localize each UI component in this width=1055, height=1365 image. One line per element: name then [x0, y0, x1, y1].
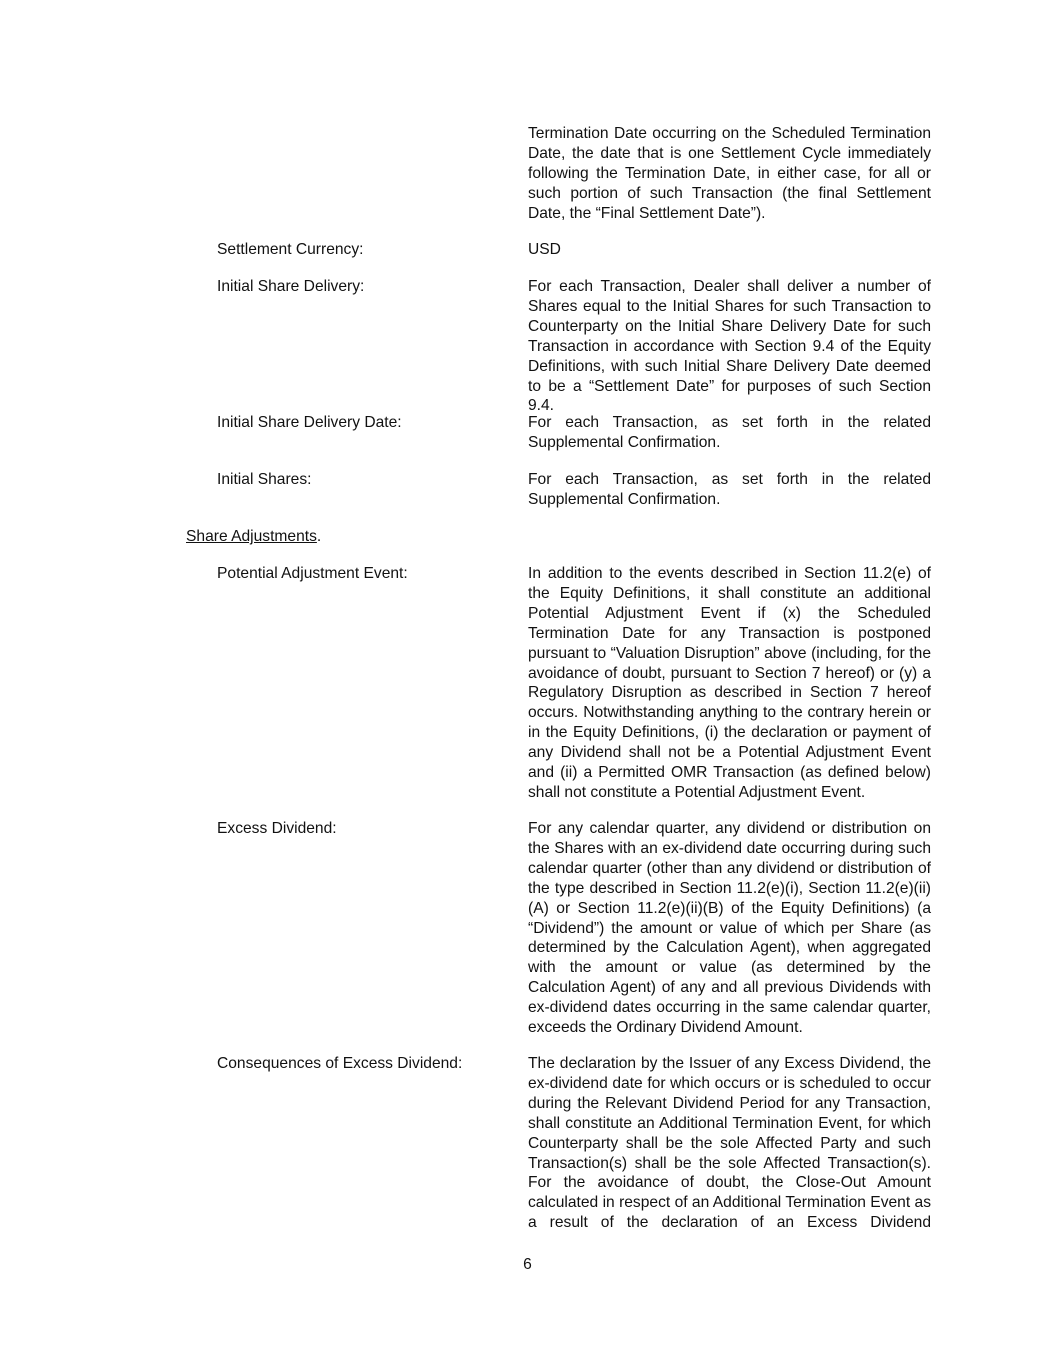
- term-label: Potential Adjustment Event:: [217, 565, 408, 582]
- term-label: Excess Dividend:: [217, 820, 337, 837]
- term-definition: In addition to the events described in Section 11.2(e) of the Equity Definitions, it shall constitute an additional Potential Adjustment Event if (x) the Scheduled Termination Date for any Transaction is postponed pursuant to “Valuation Disruption” above (including, for the avoidance of doubt, pursuant to Section 7 hereof) or (y) a Regulatory Disruption as described in Section 7 hereof occurs. Notwithstanding anything to the contrary herein or in the Equity Definitions, (i) the declaration or payment of any Dividend shall not be a Potential Adjustment Event and (ii) a Permitted OMR Transaction (as defined below) shall not constitute a Potential Adjustment Event.: [528, 565, 931, 801]
- term-label: Settlement Currency:: [217, 241, 364, 258]
- page-number: 6: [523, 1256, 532, 1273]
- term-label: Initial Share Delivery:: [217, 278, 365, 295]
- continued-definition-text: Termination Date occurring on the Scheduled Termination Date, the date that is one Settlement Cycle immediately following the Termination Date, in either case, for all or such portion of such Transaction (the final Settlement Date, the “Final Settlement Date”).: [528, 125, 931, 222]
- term-definition: For any calendar quarter, any dividend or distribution on the Shares with an ex-dividend date occurring during such calendar quarter (other than any dividend or distribution of the type described in Section 11.2(e)(i), Section 11.2(e)(ii)(A) or Section 11.2(e)(ii)(B) of the Equity Definitions) (a “Dividend”) the amount or value of which per Share (as determined by the Calculation Agent), when aggregated with the amount or value (as determined by the Calculation Agent) of any and all previous Dividends with ex-dividend dates occurring in the same calendar quarter, exceeds the Ordinary Dividend Amount.: [528, 820, 931, 1037]
- term-definition: For each Transaction, as set forth in the related Supplemental Confirmation.: [528, 414, 931, 451]
- section-heading-period: .: [316, 528, 322, 545]
- term-label: Initial Shares:: [217, 471, 312, 488]
- term-label: Consequences of Excess Dividend:: [217, 1055, 463, 1072]
- section-heading-share-adjustments: [186, 527, 321, 547]
- term-label: Initial Share Delivery Date:: [217, 414, 402, 431]
- section-heading-text: Share Adjustments: [186, 528, 317, 545]
- term-definition: The declaration by the Issuer of any Excess Dividend, the ex-dividend date for which occurs or is scheduled to occur during the Relevant Dividend Period for any Transaction, shall constitute an Additional Termination Event, for which Counterparty shall be the sole Affected Party and such Transaction(s) shall be the sole Affected Transaction(s). For the avoidance of doubt, the Close-Out Amount calculated in respect of an Additional Termination Event as a result of the declaration of an Excess Dividend: [528, 1055, 931, 1232]
- term-definition: USD: [528, 241, 561, 258]
- term-definition: For each Transaction, Dealer shall deliver a number of Shares equal to the Initial Shares for such Transaction to Counterparty on the Initial Share Delivery Date for such Transaction in accordance with Section 9.4 of the Equity Definitions, with such Initial Share Delivery Date deemed to be a “Settlement Date” for purposes of such Section 9.4.: [528, 278, 931, 415]
- term-definition: For each Transaction, as set forth in the related Supplemental Confirmation.: [528, 471, 931, 508]
